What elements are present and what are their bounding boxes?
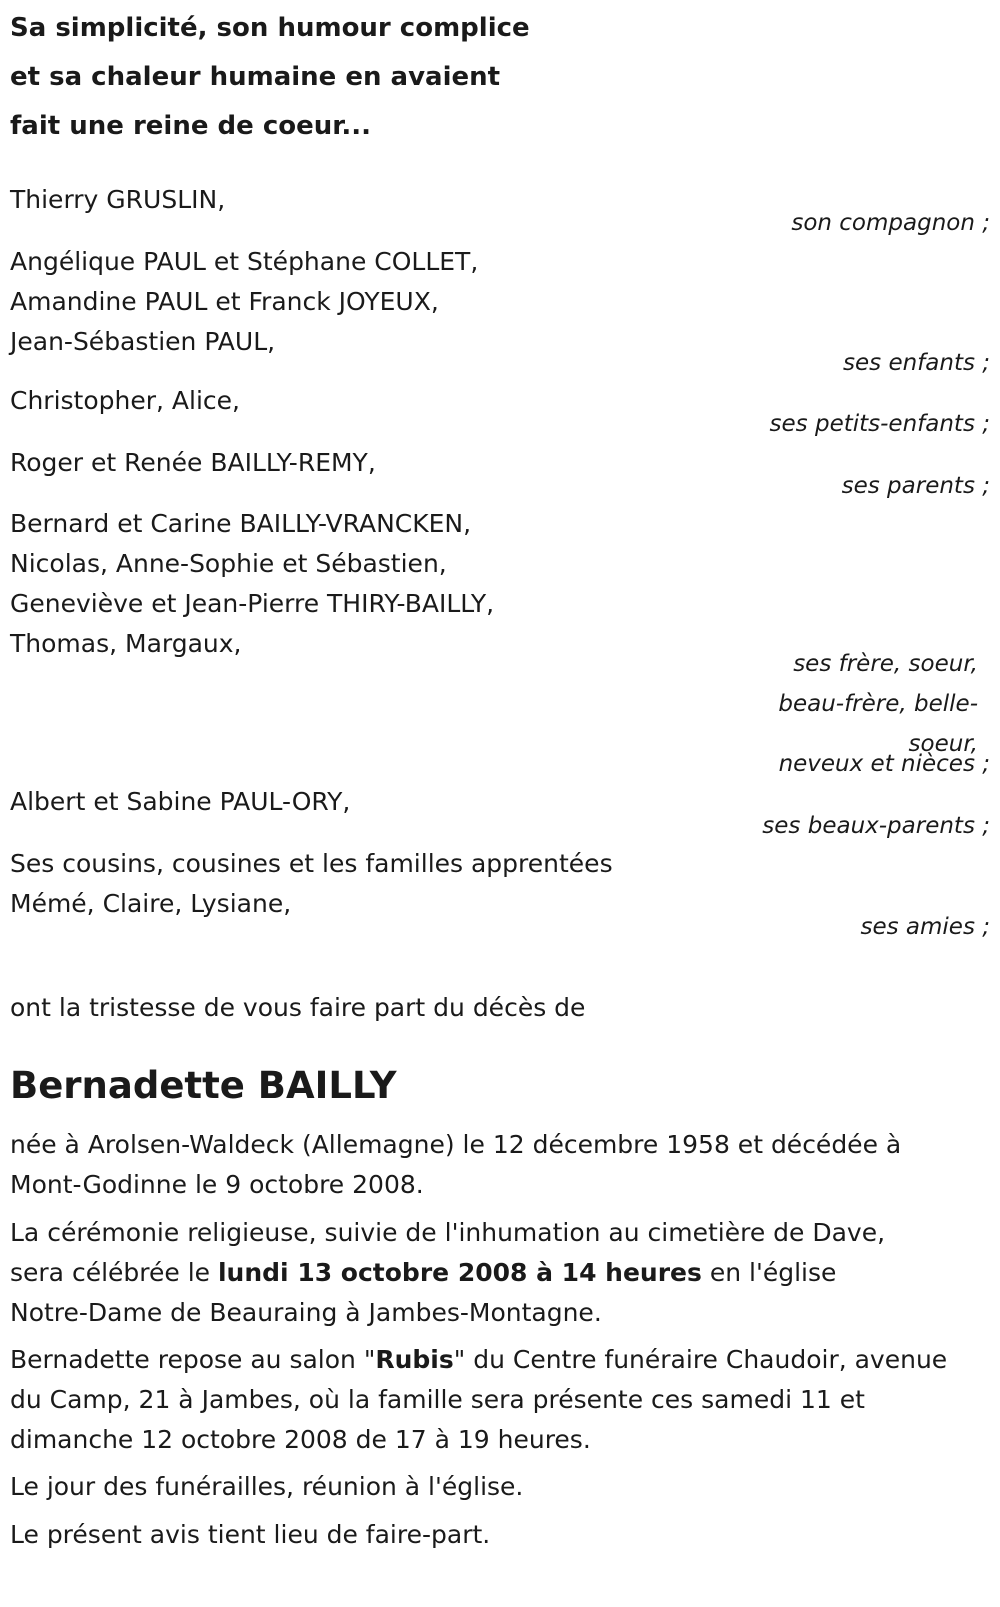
companion-names	[10, 180, 225, 220]
salon-name: Rubis	[375, 1345, 454, 1374]
paragraph-line	[10, 1340, 995, 1380]
paragraph-line	[10, 1253, 995, 1293]
relation-line: beau-frère, belle-	[778, 691, 978, 717]
children-relation: ses enfants ;	[843, 350, 990, 376]
paragraph-line: du Camp, 21 à Jambes, où la famille sera présente ces samedi 11 et	[10, 1385, 865, 1414]
paragraph-line: Le jour des funérailles, réunion à l'église.	[10, 1472, 524, 1501]
paragraph-line: Le présent avis tient lieu de faire-part.	[10, 1520, 491, 1549]
paragraph-line: Mont-Godinne le 9 octobre 2008.	[10, 1170, 424, 1199]
notice-paragraph	[10, 1515, 995, 1555]
siblings-relation-last: neveux et nièces ;	[778, 751, 990, 777]
family-name: Roger et Renée BAILLY-REMY,	[10, 448, 376, 477]
children-names	[10, 242, 478, 362]
reunion-paragraph	[10, 1467, 995, 1507]
family-name: Mémé, Claire, Lysiane,	[10, 889, 292, 918]
grandchildren-relation: ses petits-enfants ;	[769, 411, 990, 437]
family-name: Thomas, Margaux,	[10, 629, 242, 658]
motto	[10, 4, 610, 151]
text-run: sera célébrée le	[10, 1258, 218, 1287]
in-laws-names	[10, 782, 350, 822]
motto-line: Sa simplicité, son humour complice	[10, 13, 530, 43]
family-name: Angélique PAUL et Stéphane COLLET,	[10, 247, 479, 276]
grandchildren-names	[10, 381, 240, 421]
ceremony-paragraph	[10, 1213, 995, 1333]
relation-line: soeur,	[908, 731, 978, 757]
birth-death-paragraph	[10, 1125, 995, 1205]
paragraph-line: dimanche 12 octobre 2008 de 17 à 19 heures.	[10, 1425, 591, 1454]
siblings-names	[10, 504, 494, 664]
family-name: Jean-Sébastien PAUL,	[10, 327, 276, 356]
companion-relation: son compagnon ;	[791, 210, 990, 236]
family-name: Christopher, Alice,	[10, 386, 240, 415]
ceremony-datetime: lundi 13 octobre 2008 à 14 heures	[217, 1258, 702, 1287]
relation-line: ses frère, soeur,	[793, 651, 978, 677]
viewing-paragraph	[10, 1340, 995, 1460]
paragraph-line: née à Arolsen-Waldeck (Allemagne) le 12 décembre 1958 et décédée à	[10, 1130, 902, 1159]
motto-line: fait une reine de coeur...	[10, 111, 371, 141]
deceased-name: Bernadette BAILLY	[10, 1064, 397, 1107]
text-run: " du Centre funéraire Chaudoir, avenue	[453, 1345, 948, 1374]
announcement: ont la tristesse de vous faire part du décès de	[10, 993, 586, 1022]
family-name: Amandine PAUL et Franck JOYEUX,	[10, 287, 439, 316]
parents-relation: ses parents ;	[841, 473, 990, 499]
family-name: Nicolas, Anne-Sophie et Sébastien,	[10, 549, 447, 578]
text-run: en l'église	[701, 1258, 837, 1287]
text-run: Bernadette repose au salon "	[10, 1345, 376, 1374]
motto-line: et sa chaleur humaine en avaient	[10, 62, 501, 92]
family-name: Ses cousins, cousines et les familles apprentées	[10, 849, 613, 878]
paragraph-line: Notre-Dame de Beauraing à Jambes-Montagne.	[10, 1298, 602, 1327]
family-name: Geneviève et Jean-Pierre THIRY-BAILLY,	[10, 589, 495, 618]
paragraph-line: La cérémonie religieuse, suivie de l'inhumation au cimetière de Dave,	[10, 1218, 886, 1247]
parents-names	[10, 443, 376, 483]
family-name: Thierry GRUSLIN,	[10, 185, 226, 214]
friends-names	[10, 844, 613, 924]
in-laws-relation: ses beaux-parents ;	[762, 813, 990, 839]
friends-relation: ses amies ;	[860, 914, 990, 940]
family-name: Albert et Sabine PAUL-ORY,	[10, 787, 351, 816]
family-name: Bernard et Carine BAILLY-VRANCKEN,	[10, 509, 472, 538]
